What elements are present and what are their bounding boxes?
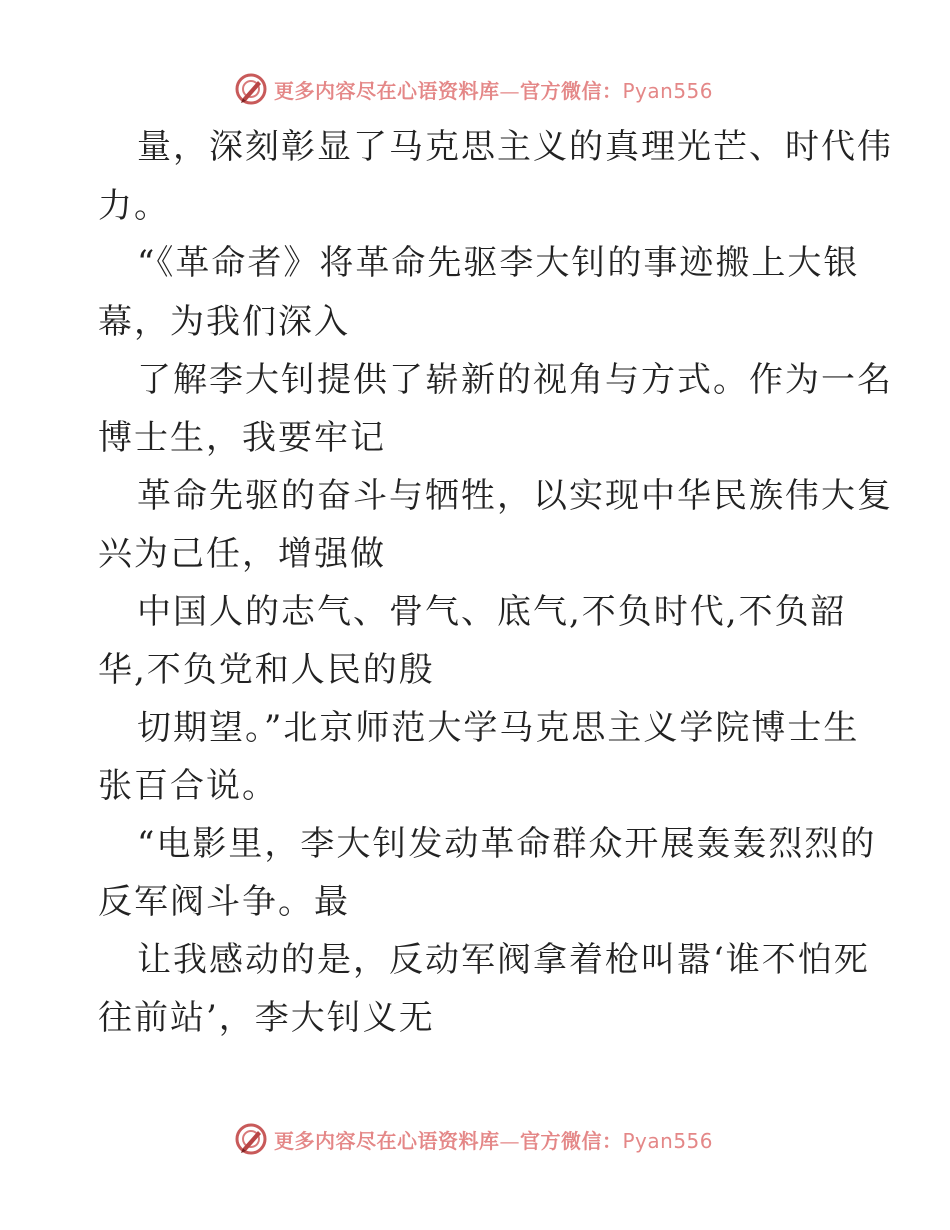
text-line: 量，深刻彰显了马克思主义的真理光芒、时代伟 (137, 127, 893, 167)
text-line: 中国人的志气、骨气、底气,不负时代,不负韶 (137, 592, 847, 632)
text-line: 兴为己任，增强做 (98, 534, 386, 574)
text-line: 往前站’，李大钊义无 (98, 998, 435, 1038)
banner-title: 更多内容尽在心语资料库 (274, 79, 500, 103)
text-line: “《革命者》将革命先驱李大钊的事迹搬上大银 (137, 243, 860, 283)
banner-handle: Pyan556 (622, 1129, 714, 1153)
footer-banner-text (274, 1125, 713, 1154)
text-line: 反军阀斗争。最 (98, 882, 350, 922)
pen-logo-icon (234, 1122, 268, 1156)
banner-dash: — (499, 1129, 520, 1153)
text-line: 切期望。”北京师范大学马克思主义学院博士生 (137, 708, 860, 748)
text-line: 了解李大钊提供了崭新的视角与方式。作为一名 (137, 360, 893, 400)
banner-handle: Pyan556 (622, 79, 714, 103)
banner-dash: — (499, 79, 520, 103)
text-line: 力。 (98, 186, 170, 226)
text-line: 博士生，我要牢记 (98, 418, 386, 458)
header-banner (0, 70, 950, 110)
text-line: 让我感动的是，反动军阀拿着枪叫嚣‘谁不怕死 (137, 940, 870, 980)
banner-title: 更多内容尽在心语资料库 (274, 1129, 500, 1153)
banner-suffix: 官方微信： (520, 1129, 623, 1153)
pen-logo-icon (234, 72, 268, 106)
header-banner-text (274, 75, 713, 104)
footer-banner (0, 1120, 950, 1160)
text-line: 张百合说。 (98, 766, 278, 806)
text-line: 幕，为我们深入 (98, 302, 350, 342)
text-line: 华,不负党和人民的殷 (98, 650, 435, 690)
banner-suffix: 官方微信： (520, 79, 623, 103)
text-line: “电影里，李大钊发动革命群众开展轰轰烈烈的 (137, 824, 877, 864)
text-line: 革命先驱的奋斗与牺牲，以实现中华民族伟大复 (137, 476, 893, 516)
